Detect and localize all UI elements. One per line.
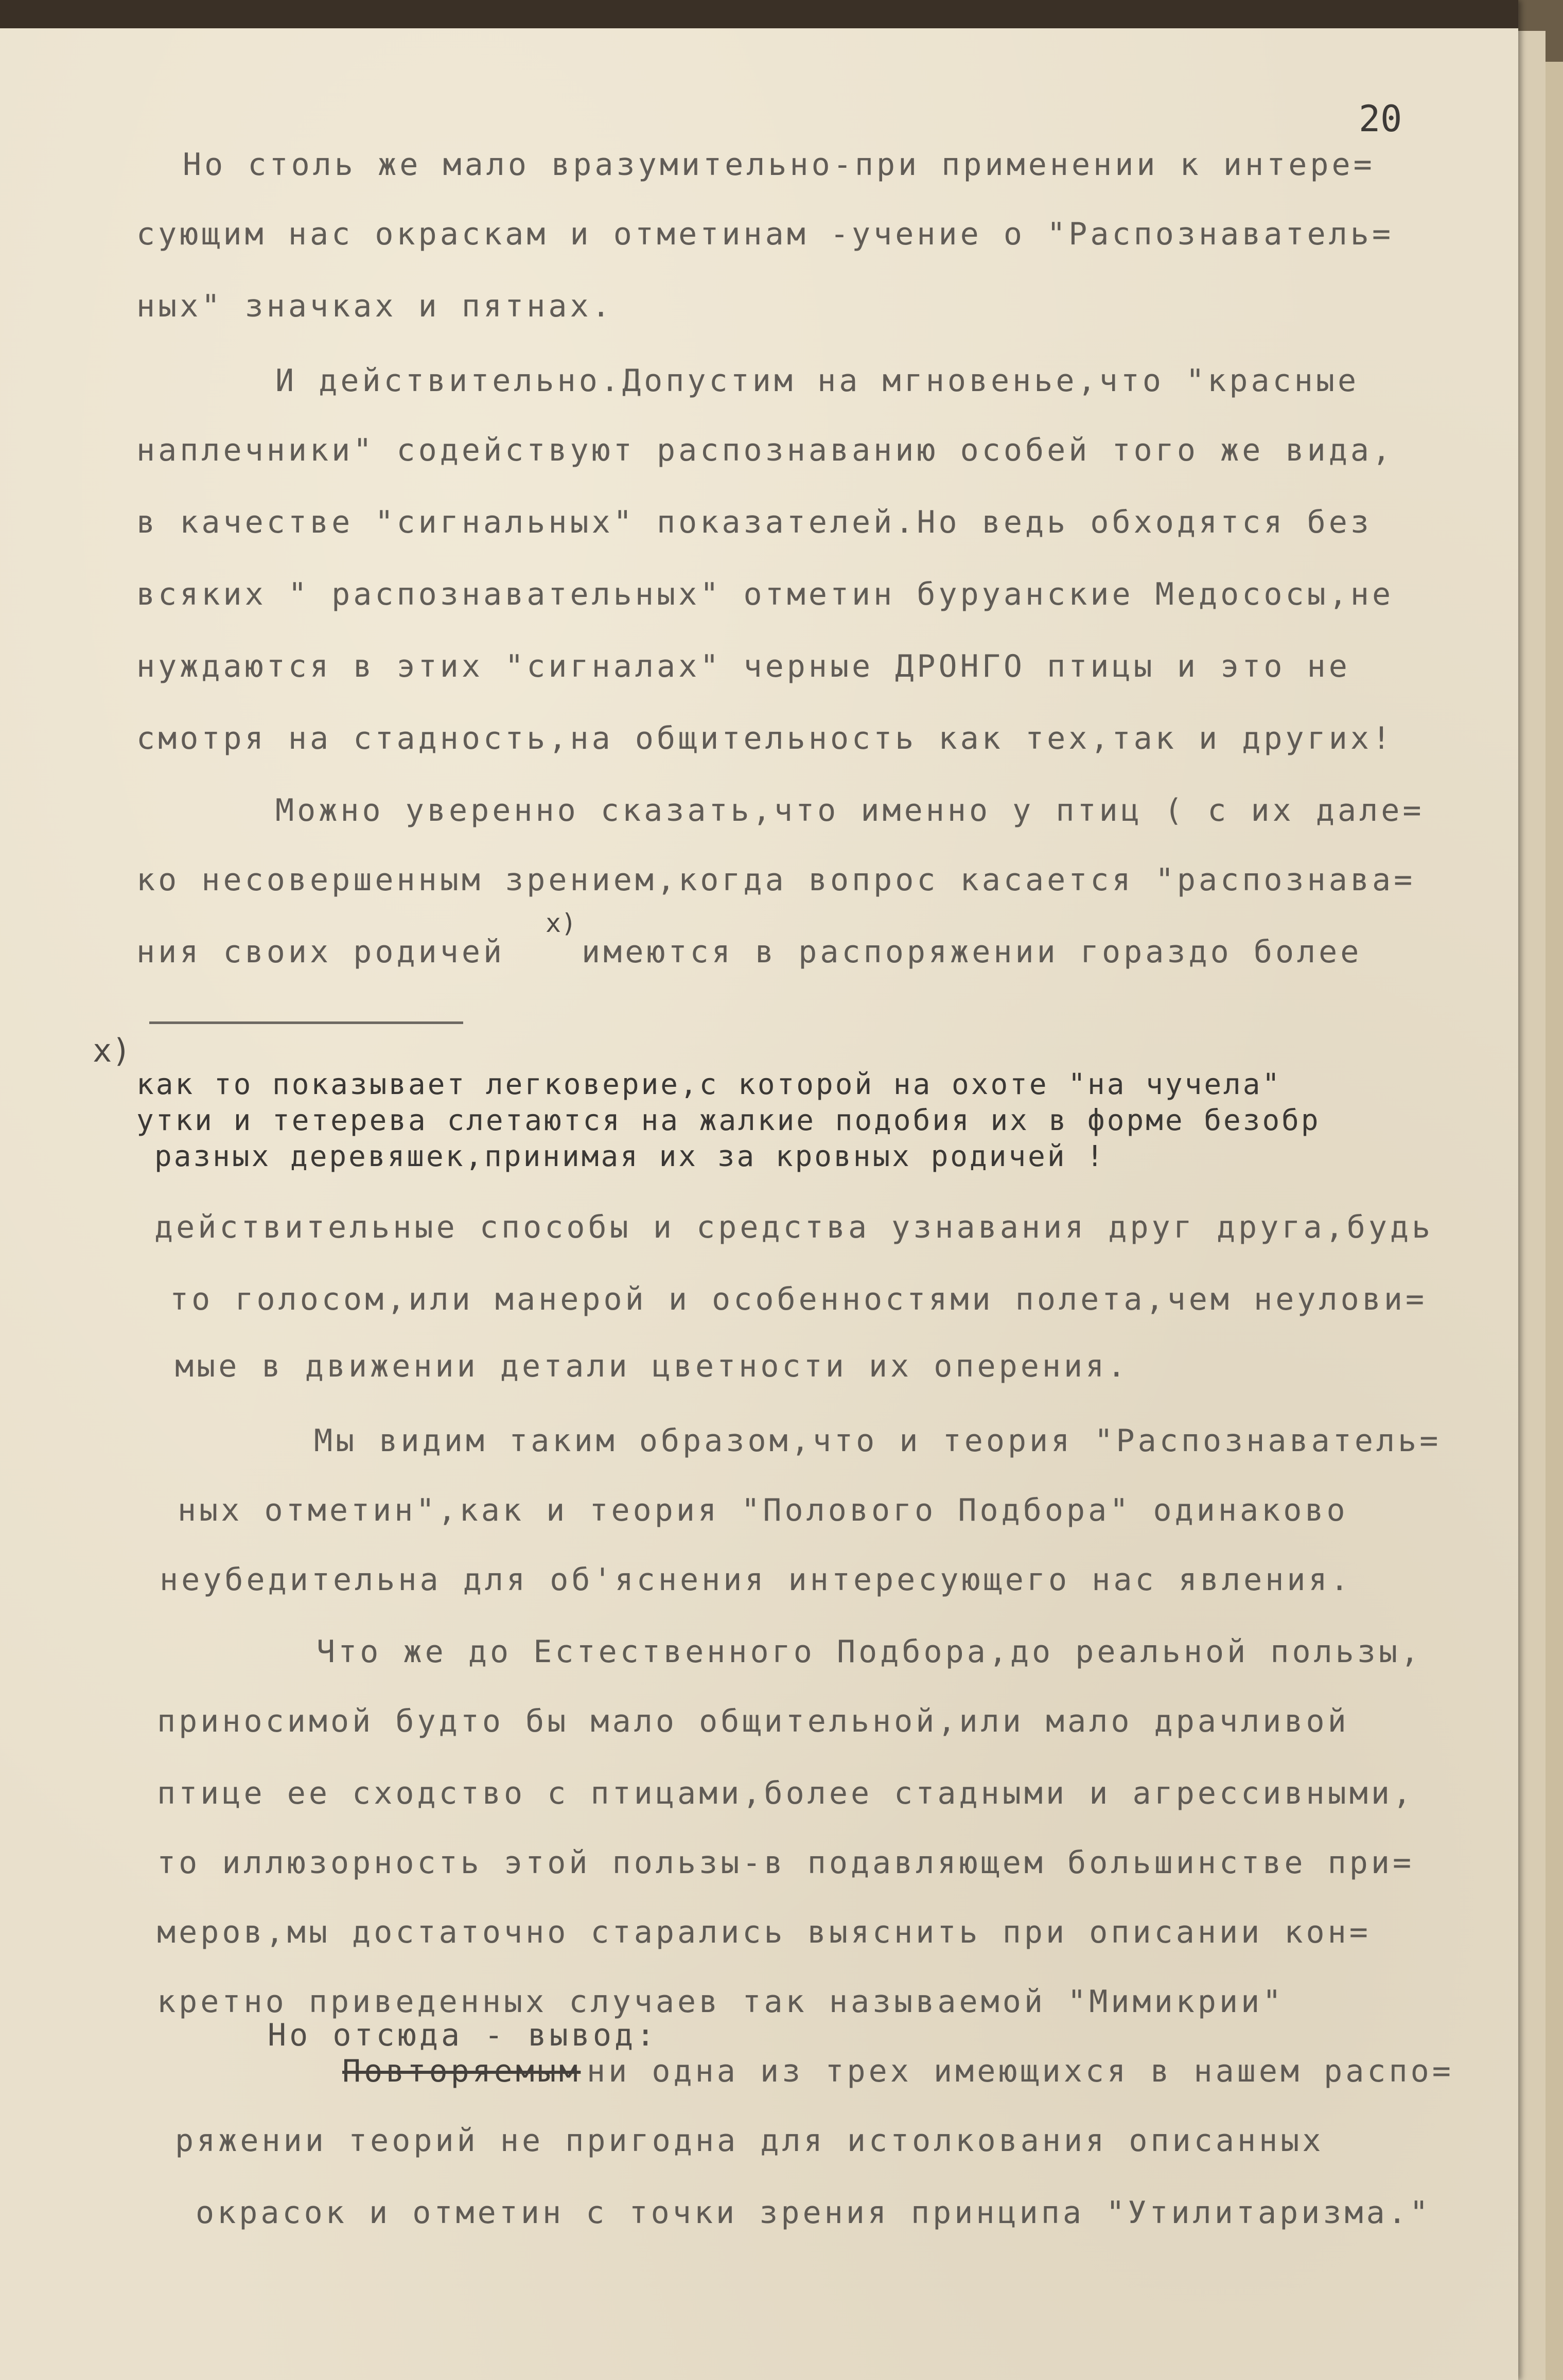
footnote-reference: x)	[546, 908, 577, 938]
text-line: ни одна из трех имеющихся в нашем распо=	[587, 2053, 1454, 2089]
text-line: в качестве "сигнальных" показателей.Но ведь обходятся без	[136, 504, 1373, 540]
text-line: окрасок и отметин с точки зрения принципа "Утилитаризма."	[196, 2195, 1432, 2231]
text-line: И действительно.Допустим на мгновенье,что "красные	[275, 363, 1360, 399]
inserted-line: Но отсюда - вывод:	[268, 2017, 658, 2053]
footnote-rule	[149, 1021, 463, 1024]
text-line: имеются в распоряжении гораздо более	[582, 934, 1362, 970]
text-line: Можно уверенно сказать,что именно у птиц ( с их дале=	[275, 792, 1425, 828]
struck-word: Повторяемым	[342, 2053, 581, 2089]
text-line: ных" значках и пятнах.	[136, 288, 613, 324]
text-line: Что же до Естественного Подбора,до реальной пользы,	[317, 1634, 1422, 1670]
page-number: 20	[1359, 98, 1402, 140]
text-line: ряжении теорий не пригодна для истолкования описанных	[175, 2123, 1324, 2159]
text-line: то иллюзорность этой пользы-в подавляющем большинстве при=	[157, 1845, 1415, 1881]
footnote-line: разных деревяшек,принимая их за кровных родичей !	[154, 1140, 1106, 1173]
text-line: Мы видим таким образом,что и теория "Распознаватель=	[314, 1423, 1442, 1459]
text-line: меров,мы достаточно старались выяснить при описании кон=	[157, 1914, 1371, 1950]
text-line: всяких " распознавательных" отметин буруанские Медососы,не	[136, 576, 1394, 612]
text-line: ных отметин",как и теория "Полового Подбора" одинаково	[178, 1492, 1348, 1528]
text-line: наплечники" содействуют распознаванию особей того же вида,	[136, 432, 1394, 468]
text-line: мые в движении детали цветности их оперения.	[175, 1348, 1129, 1384]
text-line: действительные способы и средства узнавания друг друга,будь	[154, 1209, 1434, 1245]
text-line: кретно приведенных случаев так называемой "Мимикрии"	[157, 1984, 1285, 2020]
text-line: птице ее сходство с птицами,более стадными и агрессивными,	[157, 1775, 1415, 1811]
footnote-mark: x)	[93, 1032, 131, 1069]
top-edge-shadow	[0, 0, 1518, 28]
text-line: ко несовершенным зрением,когда вопрос касается "распознава=	[136, 862, 1416, 898]
footnote-line: утки и тетерева слетаются на жалкие подобия их в форме безобр	[136, 1104, 1321, 1137]
text-line: то голосом,или манерой и особенностями полета,чем неулови=	[170, 1281, 1428, 1317]
text-line: ния своих родичей	[136, 934, 505, 970]
text-line: неубедительна для об'яснения интересующего нас явления.	[160, 1562, 1352, 1598]
text-line: Но столь же мало вразумительно-при применении к интере=	[183, 147, 1375, 183]
footnote-line: как то показывает легковерие,с которой на охоте "на чучела"	[136, 1068, 1282, 1101]
text-line: нуждаются в этих "сигналах" черные ДРОНГО птицы и это не	[136, 648, 1350, 684]
text-line: смотря на стадность,на общительность как тех,так и других!	[136, 720, 1394, 756]
text-line: приносимой будто бы мало общительной,или мало драчливой	[157, 1703, 1349, 1739]
text-line: сующим нас окраскам и отметинам -учение о "Распознаватель=	[136, 216, 1394, 252]
